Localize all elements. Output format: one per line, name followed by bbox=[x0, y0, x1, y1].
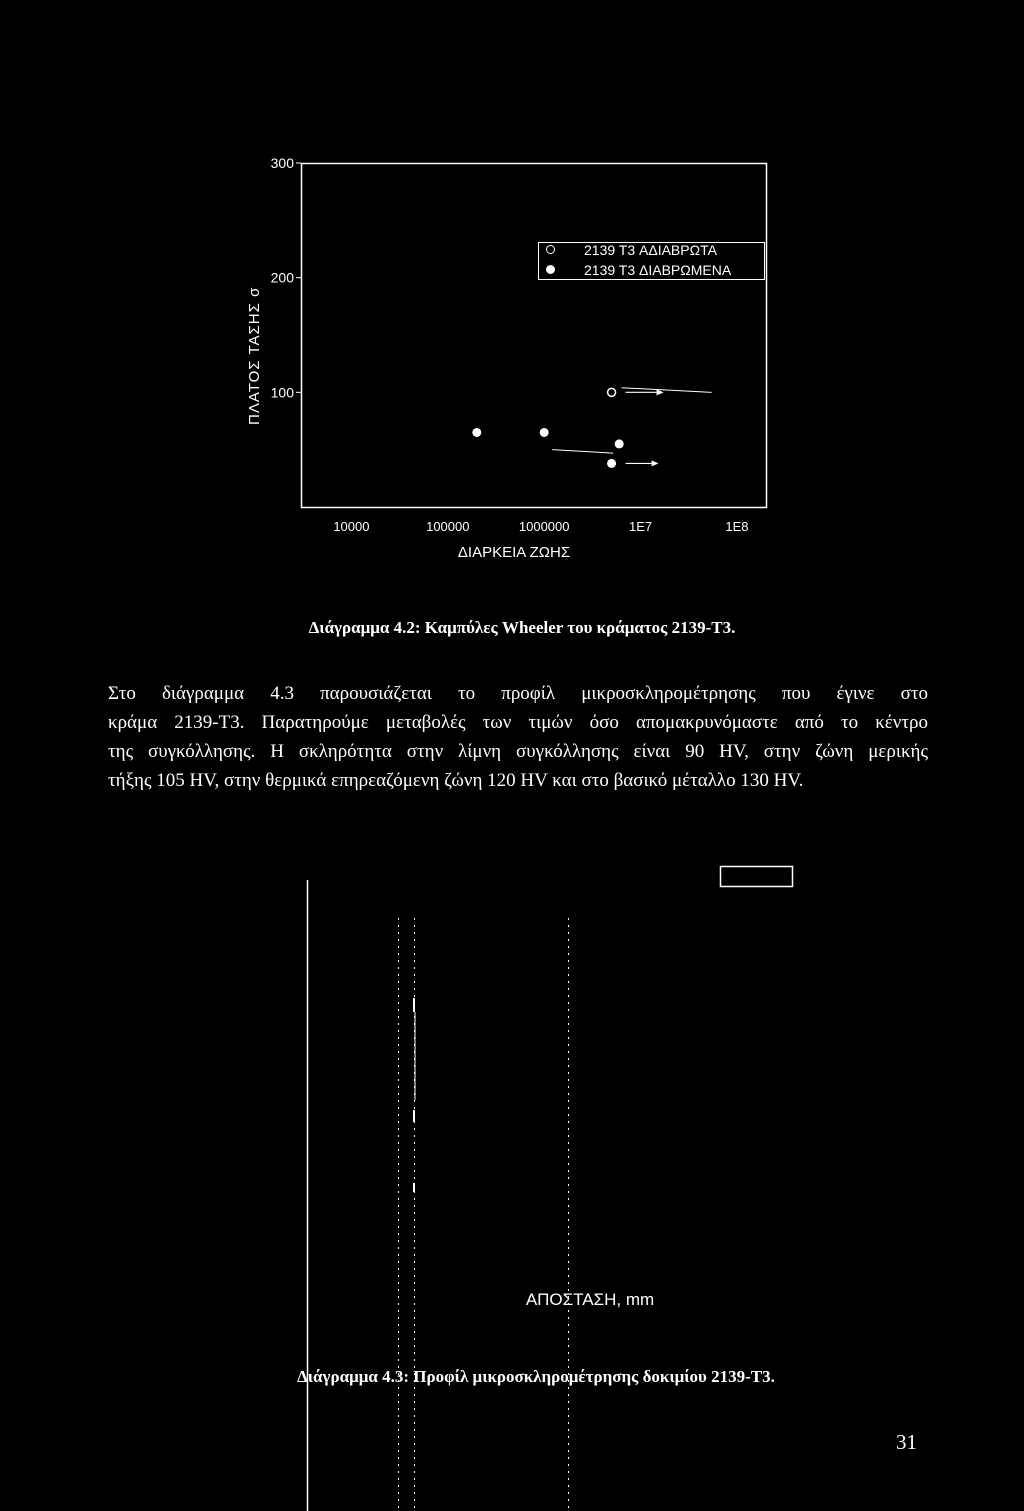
paragraph-line: Στο διάγραμμα 4.3 παρουσιάζεται το προφίλ μικροσκληρομέτρησης που έγινε στο bbox=[108, 683, 928, 704]
figure-4-2-caption: Διάγραμμα 4.2: Καμπύλες Wheeler του κράματος 2139-Τ3. bbox=[308, 618, 736, 637]
x-tick-label: 10000 bbox=[333, 519, 370, 534]
page-number: 31 bbox=[896, 1430, 917, 1454]
paragraph-line: κράμα 2139-Τ3. Παρατηρούμε μεταβολές των τιμών όσο απομακρυνόμαστε από το κέντρο bbox=[108, 712, 928, 733]
figure-4-3-caption: Διάγραμμα 4.3: Προφίλ μικροσκληρομέτρησης δοκιμίου 2139-Τ3. bbox=[297, 1367, 775, 1386]
y-tick-label: 200 bbox=[270, 269, 294, 286]
x-tick-label: 100000 bbox=[426, 519, 470, 534]
y-axis-label: ΠΛΑΤΟΣ ΤΑΣΗΣ σ bbox=[246, 286, 263, 425]
x-tick-label: 1E7 bbox=[629, 519, 653, 534]
paragraph-line: τήξης 105 HV, στην θερμικά επηρεαζόμενη ζώνη 120 HV και στο βασικό μέταλλο 130 HV. bbox=[108, 770, 804, 791]
legend-label-corroded: 2139 T3 ΔΙΑΒΡΩΜΕΝΑ bbox=[584, 262, 732, 278]
legend-box bbox=[721, 867, 793, 887]
x-axis-label: ΔΙΑΡΚΕΙΑ ΖΩΗΣ bbox=[457, 544, 571, 561]
legend-label-uncorroded: 2139 T3 ΑΔΙΑΒΡΩΤΑ bbox=[584, 242, 717, 258]
x-tick-label: 1000000 bbox=[518, 519, 570, 534]
x-axis-label: ΑΠΟΣΤΑΣΗ, mm bbox=[525, 1290, 655, 1309]
paragraph-line: της συγκόλλησης. Η σκληρότητα στην λίμνη συγκόλλησης είναι 90 HV, στην ζώνη μερικής bbox=[108, 741, 928, 762]
y-tick-label: 100 bbox=[270, 384, 294, 401]
x-tick-label: 1E8 bbox=[725, 519, 749, 534]
y-tick-label: 300 bbox=[270, 155, 294, 171]
